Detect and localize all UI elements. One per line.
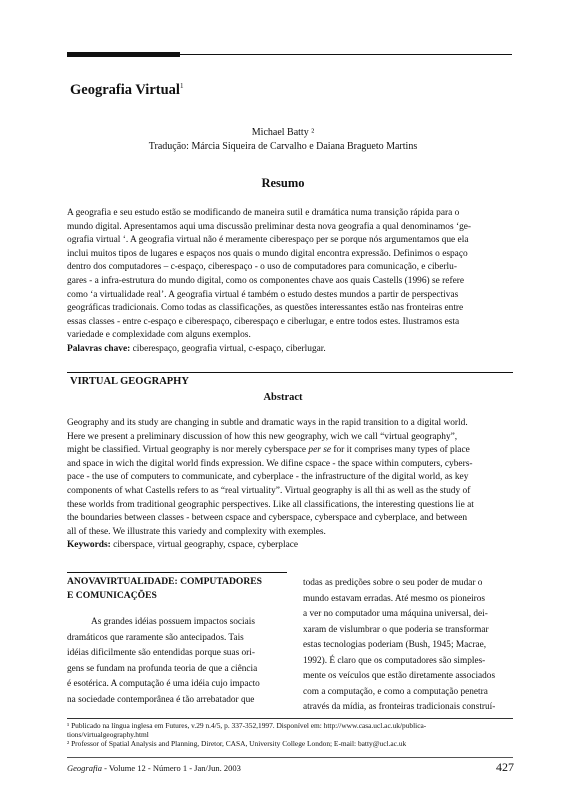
title-text: Geografia Virtual xyxy=(70,82,180,98)
abstract-line: all of these. We illustrate this variedy and complexity with exemples. xyxy=(67,526,326,537)
resumo-paragraph xyxy=(67,207,513,357)
body-line: é esotérica. A computação é uma idéia cujo impacto xyxy=(67,679,260,689)
keywords-text: ciberspace, virtual geography, cspace, cyberplace xyxy=(110,540,299,551)
abstract-heading: Abstract xyxy=(263,392,303,403)
right-body-column xyxy=(303,576,513,716)
resumo-line: gares - a infra-estrutura do mundo digital, como os componentes chave aos quais Castells (1996) se refere xyxy=(67,275,465,286)
abstract-line: Geography and its study are changing in subtle and dramatic ways in the rapid transition to a digital world. xyxy=(67,418,468,428)
resumo-line: variedade e complexidade com alguns exemplos. xyxy=(67,330,251,341)
body-line: idéias dificilmente são entendidas porque suas ori- xyxy=(67,648,255,658)
body-line: todas as predições sobre o seu poder de mudar o xyxy=(303,578,483,588)
footer-rule xyxy=(67,757,513,758)
footnote-line: ¹ Publicado na língua inglesa em Futures, v.29 n.4/5, p. 337-352,1997. Disponível em: http://www.casa.ucl.ac.uk/publica- xyxy=(67,721,427,730)
author-line: Michael Batty ² xyxy=(251,127,315,138)
resumo-line: como ‘a virtualidade real’. A geografia virtual é também o estudo destes mundos a partir de perspectivas xyxy=(67,289,459,300)
left-column-rule xyxy=(67,572,287,573)
keywords-label: Palavras chave: xyxy=(67,343,131,354)
resumo-line: dentro dos computadores – c-espaço, ciberespaço - o uso de computadores para comunicação, e ciberlu- xyxy=(67,262,457,273)
keywords-label: Keywords: xyxy=(67,540,111,551)
title-footnote-mark: 1 xyxy=(179,82,184,90)
body-section-title-line: E COMUNICAÇÕES xyxy=(67,590,157,601)
abstract-line: components of what Castells refers to as “real virtuality”. Virtual geography is all thi as well as the study of xyxy=(67,485,471,496)
abstract-section-title: VIRTUAL GEOGRAPHY xyxy=(70,376,189,387)
journal-details: - Volume 12 - Número 1 - Jan/Jun. 2003 xyxy=(101,763,241,773)
abstract-line: and space in wich the digital world finds expression. We difine cspace - the space within computers, cybers- xyxy=(67,458,473,469)
resumo-line: A geografia e seu estudo estão se modificando de maneira sutil e dramática numa transição rápida para o xyxy=(67,208,460,218)
resumo-line: inclui muitos tipos de lugares e espaços nos quais o mundo digital encontra expressão. Definimos o espaço xyxy=(67,248,468,259)
body-section-title-line: ANOVAVIRTUALIDADE: COMPUTADORES xyxy=(67,576,263,587)
body-line: a ver no computador uma máquina universal, dei- xyxy=(303,609,488,619)
footnote-divider xyxy=(67,718,513,719)
body-line: gens se fundam na profunda teoria de que a ciência xyxy=(67,663,258,674)
article-title xyxy=(70,82,183,99)
body-line: As grandes idéias possuem impactos sociais xyxy=(91,617,255,627)
footnotes xyxy=(67,721,513,748)
journal-name: Geografia xyxy=(67,763,102,773)
body-line: dramáticos que raramente são antecipados. Tais xyxy=(67,632,244,643)
abstract-line: these worlds from traditional geographic perspectives. Like all classifications, the interesting questions lie at xyxy=(67,499,474,510)
body-line: com a computação, e como a computação penetra xyxy=(303,686,488,697)
abstract-line: Here we present a preliminary discussion of how this new geography, wich we call “virtual geography”, xyxy=(67,431,458,442)
resumo-keywords xyxy=(67,343,513,357)
body-line: estas tecnologias poderiam (Bush, 1945; Macrae, xyxy=(303,640,487,650)
left-body-column xyxy=(67,615,289,708)
body-line: na sociedade contemporânea é tão arrebatador que xyxy=(67,694,255,705)
footer-journal xyxy=(67,763,241,773)
top-thick-rule xyxy=(67,52,180,57)
abstract-line xyxy=(67,444,513,458)
abstract-line-part: for it comprises many types of place xyxy=(331,445,470,456)
resumo-heading: Resumo xyxy=(261,176,305,190)
section-divider xyxy=(67,372,513,373)
resumo-line: essas classes - entre c-espaço e ciberespaço, ciberespaço e ciberlugar, e entre todos estes. Ilustramos esta xyxy=(67,316,460,327)
abstract-line: the boundaries between classes - between cspace and cyberspace, cyberspace and cyberplace, and between xyxy=(67,513,468,524)
top-thin-rule xyxy=(180,54,512,55)
resumo-line: mundo digital. Apresentamos aqui uma discussão preliminar desta nova geografia a qual denominamos ‘ge- xyxy=(67,221,472,232)
per-se-italic: per se xyxy=(308,445,332,456)
body-line: através da mídia, as fronteiras tradicionais construí- xyxy=(303,702,496,712)
abstract-line-part: might be classified. Virtual geography is nor merely cyberspace xyxy=(67,445,309,456)
page-number: 427 xyxy=(496,760,514,774)
abstract-line: pace - the use of computers to communicate, and cyberplace - the infrastructure of the digital world, as key xyxy=(67,472,469,483)
abstract-keywords xyxy=(67,539,513,553)
body-line: mundo estavam erradas. Até mesmo os pioneiros xyxy=(303,593,486,604)
keywords-text: ciberespaço, geografia virtual, c-espaço, ciberlugar. xyxy=(130,343,326,354)
footnote-line: ² Professor of Spatial Analysis and Planning, Diretor, CASA, University College London; E-mail: batty@ucl.ac.uk xyxy=(67,739,407,748)
body-line: mente os veículos que estão diretamente associados xyxy=(303,671,496,681)
resumo-line: geográficas tradicionais. Como todas as classificações, as questões interessantes estão nas fronteiras entre xyxy=(67,303,464,314)
footnote-line: tions/virtualgeography.html xyxy=(67,730,149,739)
translation-credit: Tradução: Márcia Siqueira de Carvalho e Daiana Bragueto Martins xyxy=(148,141,418,152)
resumo-line: ografia virtual ‘. A geografia virtual não é meramente ciberespaço per se porque nós argumentamos que ela xyxy=(67,235,469,246)
abstract-paragraph xyxy=(67,417,513,553)
body-line: xaram de vislumbrar o que poderia se transformar xyxy=(303,624,489,635)
body-line: 1992). É claro que os computadores são simples- xyxy=(303,655,486,666)
body-section-title xyxy=(67,575,262,603)
